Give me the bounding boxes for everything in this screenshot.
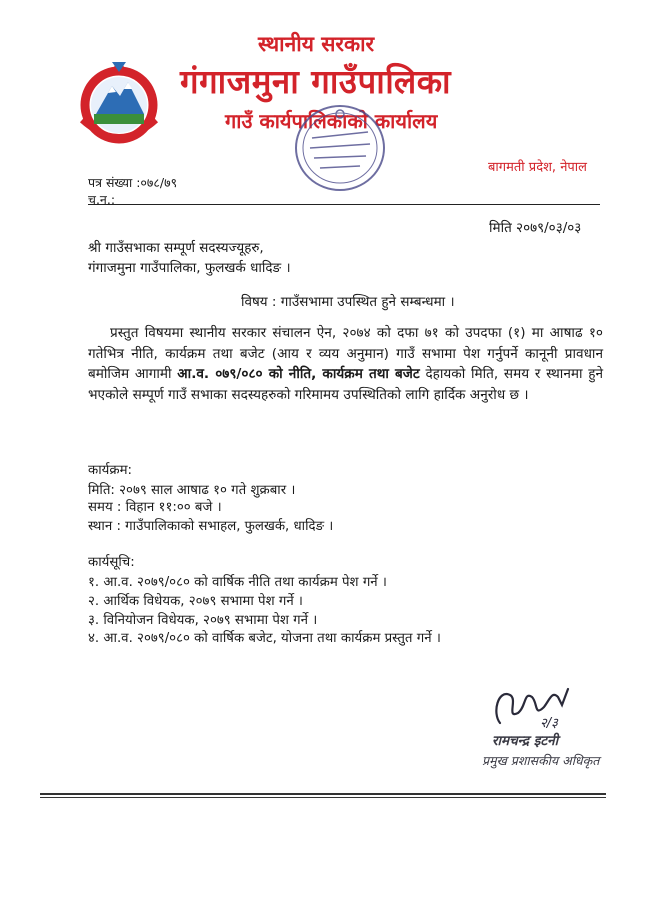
program-date: मिति: २०७९ साल आषाढ १० गते शुक्रबार । bbox=[88, 483, 296, 498]
agenda-item: ३. विनियोजन विधेयक, २०७९ सभामा पेश गर्ने । bbox=[88, 613, 318, 628]
agenda-item: १. आ.व. २०७९/०८० को वार्षिक नीति तथा कार्यक्रम पेश गर्ने । bbox=[88, 575, 387, 590]
program-heading: कार्यक्रम: bbox=[88, 463, 133, 478]
footer-divider bbox=[40, 793, 606, 795]
province-label: बागमती प्रदेश, नेपाल bbox=[488, 160, 587, 175]
office-name: गाउँ कार्यपालिकाको कार्यालय bbox=[225, 109, 438, 133]
agenda-heading: कार्यसूचि: bbox=[88, 555, 135, 570]
agenda-item: २. आर्थिक विधेयक, २०७९ सभामा पेश गर्ने । bbox=[88, 594, 303, 609]
subject-line: विषय : गाउँसभामा उपस्थित हुने सम्बन्धमा । bbox=[241, 294, 455, 310]
nepal-government-emblem-icon bbox=[68, 58, 170, 156]
body-text-1: प्रस्तुत विषयमा स्थानीय सरकार संचालन ऐन, २०७४ को दफा ७१ को उपदफा (१) मा आषाढ १० गतेभित्र नीति, कार्यक्रम तथा बजेट (आय र व्यय अनुमान) गाउँ सभामा पेश गर्नुपर्ने कानूनी प्रावधान बमोजिम आगामी bbox=[88, 325, 603, 382]
dispatch-number: च.न.: bbox=[88, 192, 116, 207]
body-paragraph bbox=[88, 323, 603, 405]
office-stamp-icon bbox=[292, 100, 388, 196]
header-divider bbox=[88, 204, 600, 205]
body-bold-text: आ.व. ०७९/०८० को नीति, कार्यक्रम तथा बजेट bbox=[177, 366, 420, 382]
recipient-line-1: श्री गाउँसभाका सम्पूर्ण सदस्यज्यूहरु, bbox=[88, 240, 264, 256]
signature-initials: २/३ bbox=[540, 716, 558, 731]
footer-divider-thin bbox=[40, 797, 606, 798]
municipality-name: गंगाजमुना गाउँपालिका bbox=[180, 62, 452, 101]
letter-number: पत्र संख्या :०७८/७९ bbox=[88, 175, 178, 190]
government-title: स्थानीय सरकार bbox=[258, 32, 375, 56]
program-time: समय : विहान ११:०० बजे । bbox=[88, 500, 222, 515]
agenda-item: ४. आ.व. २०७९/०८० को वार्षिक बजेट, योजना तथा कार्यक्रम प्रस्तुत गर्ने । bbox=[88, 631, 441, 646]
recipient-line-2: गंगाजमुना गाउँपालिका, फुलखर्क धादिङ । bbox=[88, 260, 291, 276]
signatory-title: प्रमुख प्रशासकीय अधिकृत bbox=[482, 753, 600, 768]
signatory-name: रामचन्द्र इटनी bbox=[492, 733, 559, 749]
letter-date: मिति २०७९/०३/०३ bbox=[489, 220, 582, 236]
program-venue: स्थान : गाउँपालिकाको सभाहल, फुलखर्क, धादिङ । bbox=[88, 519, 334, 534]
body-text-2: देहायको मिति, समय र स्थानमा हुने भएकोले सम्पूर्ण गाउँ सभाका सदस्यहरुको गरिमामय उपस्थितिको लागि हार्दिक अनुरोध छ । bbox=[88, 366, 603, 403]
